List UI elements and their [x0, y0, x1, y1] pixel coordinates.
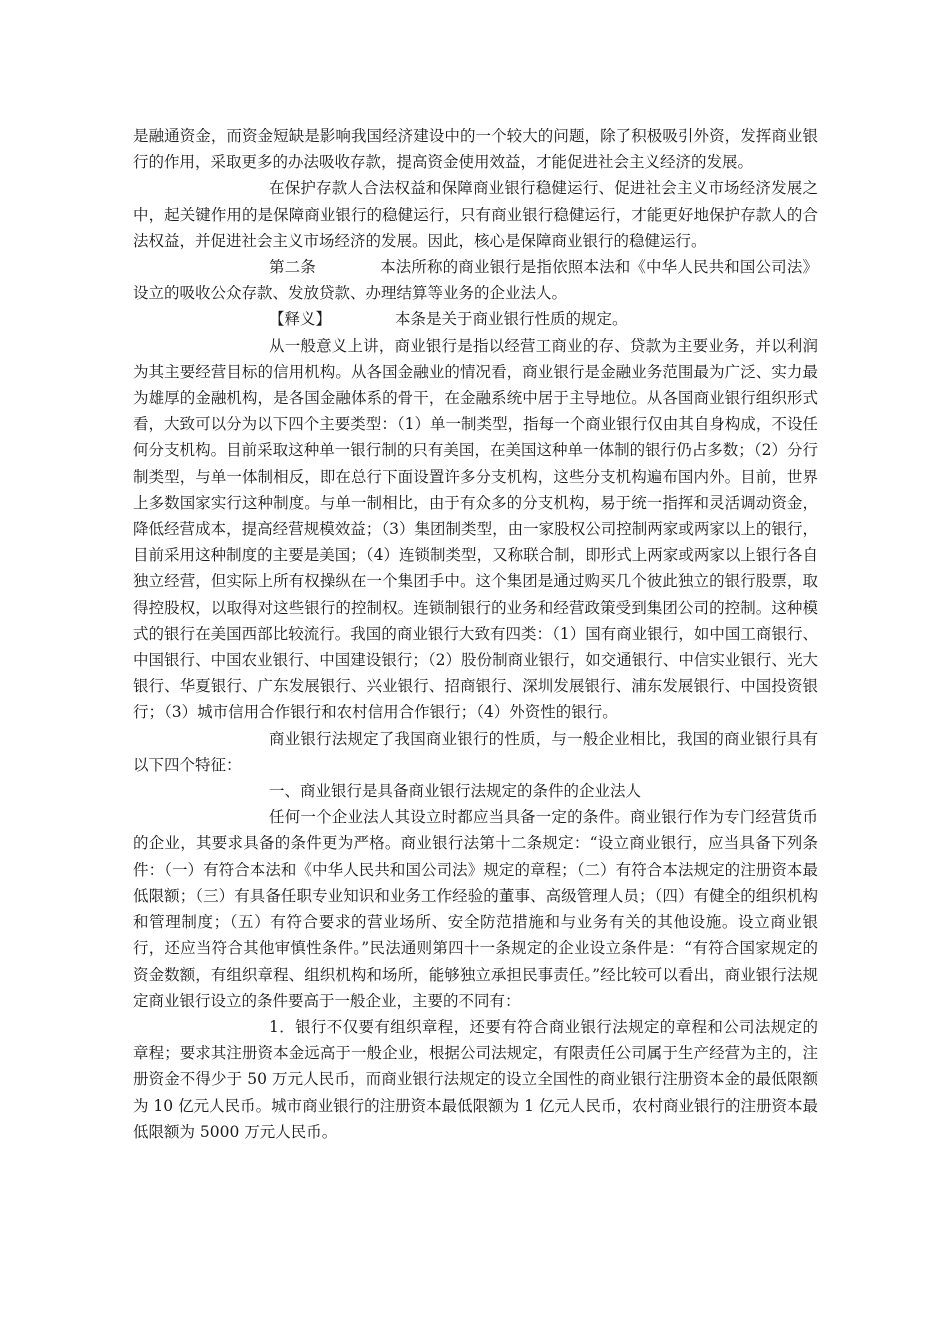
section-heading-one: 一、商业银行是具备商业银行法规定的条件的企业法人: [269, 782, 642, 801]
paragraph-article-two: [133, 254, 818, 306]
paragraph-bank-types: 从一般意义上讲，商业银行是指以经营工商业的存、贷款为主要业务，并以利润为其主要经营目标的信用机构。从各国金融业的情况看，商业银行是金融业务范围最为广泛、实力最为雄厚的金融机构，是各国金融体系的骨干，在金融系统中居于主导地位。从各国商业银行组织形式看，大致可以分为以下四个主要类型：（1）单一制类型，指每一个商业银行仅由其自身构成，不设任何分支机构。目前采取这种单一银行制的只有美国，在美国这种单一体制的银行仍占多数；（2）分行制类型，与单一体制相反，即在总行下面设置许多分支机构，这些分支机构遍布国内外。目前，世界上多数国家实行这种制度。与单一制相比，由于有众多的分支机构，易于统一指挥和灵活调动资金，降低经营成本，提高经营规模效益；（3）集团制类型，由一家股权公司控制两家或两家以上的银行，目前采用这种制度的主要是美国；（4）连锁制类型，又称联合制，即形式上两家或两家以上银行各自独立经营，但实际上所有权操纵在一个集团手中。这个集团是通过购买几个彼此独立的银行股票，取得控股权，以取得对这些银行的控制权。连锁制银行的业务和经营政策受到集团公司的控制。这种模式的银行在美国西部比较流行。我国的商业银行大致有四类：（1）国有商业银行，如中国工商银行、中国银行、中国农业银行、中国建设银行；（2）股份制商业银行，如交通银行、中信实业银行、光大银行、华夏银行、广东发展银行、兴业银行、招商银行、深圳发展银行、浦东发展银行、中国投资银行；（3）城市信用合作银行和农村信用合作银行；（4）外资性的银行。: [133, 336, 818, 722]
interpretation-label: 【释义】: [269, 310, 332, 329]
paragraph-capital: 1．银行不仅要有组织章程，还要有符合商业银行法规定的章程和公司法规定的章程；要求其注册资本金远高于一般企业，根据公司法规定，有限责任公司属于生产经营为主的，注册资金不得少于 50 万元人民币，而商业银行法规定的设立全国性的商业银行注册资本金的最低限额为 10 亿元人民币。城市商业银行的注册资本最低限额为 1 亿元人民币，农村商业银行的注册资本最低限额为 5000 万元人民币。: [133, 1017, 818, 1141]
paragraph-conditions: 任何一个企业法人其设立时都应当具备一定的条件。商业银行作为专门经营货币的企业，其要求具备的条件更为严格。商业银行法第十二条规定：“设立商业银行，应当具备下列条件：（一）有符合本法和《中华人民共和国公司法》规定的章程；（二）有符合本法规定的注册资本最低限额；（三）有具备任职专业知识和业务工作经验的董事、高级管理人员；（四）有健全的组织机构和管理制度；（五）有符合要求的营业场所、安全防范措施和与业务有关的其他设施。设立商业银行，还应当符合其他审慎性条件。”民法通则第四十一条规定的企业设立条件是：“有符合国家规定的资金数额，有组织章程、组织机构和场所，能够独立承担民事责任。”经比较可以看出，商业银行法规定商业银行设立的条件要高于一般企业，主要的不同有：: [133, 808, 818, 1010]
paragraph-characteristics: 商业银行法规定了我国商业银行的性质，与一般企业相比，我国的商业银行具有以下四个特征：: [133, 729, 818, 774]
paragraph-interpretation: [133, 306, 818, 332]
paragraph-core-stability: 在保护存款人合法权益和保障商业银行稳健运行、促进社会主义市场经济发展之中，起关键作用的是保障商业银行的稳健运行，只有商业银行稳健运行，才能更好地保护存款人的合法权益，并促进社会主义市场经济的发展。因此，核心是保障商业银行的稳健运行。: [133, 179, 818, 250]
interpretation-text: 本条是关于商业银行性质的规定。: [395, 310, 628, 329]
article-label: 第二条: [269, 258, 316, 277]
article-text: 本法所称的商业银行是指依照本法和《中华人民共和国公司法》设立的吸收公众存款、发放贷款、办理结算等业务的企业法人。: [133, 258, 818, 303]
paragraph-funding: 是融通资金，而资金短缺是影响我国经济建设中的一个较大的问题，除了积极吸引外资，发挥商业银行的作用，采取更多的办法吸收存款，提高资金使用效益，才能促进社会主义经济的发展。: [133, 127, 818, 172]
document-body: [133, 123, 818, 1145]
